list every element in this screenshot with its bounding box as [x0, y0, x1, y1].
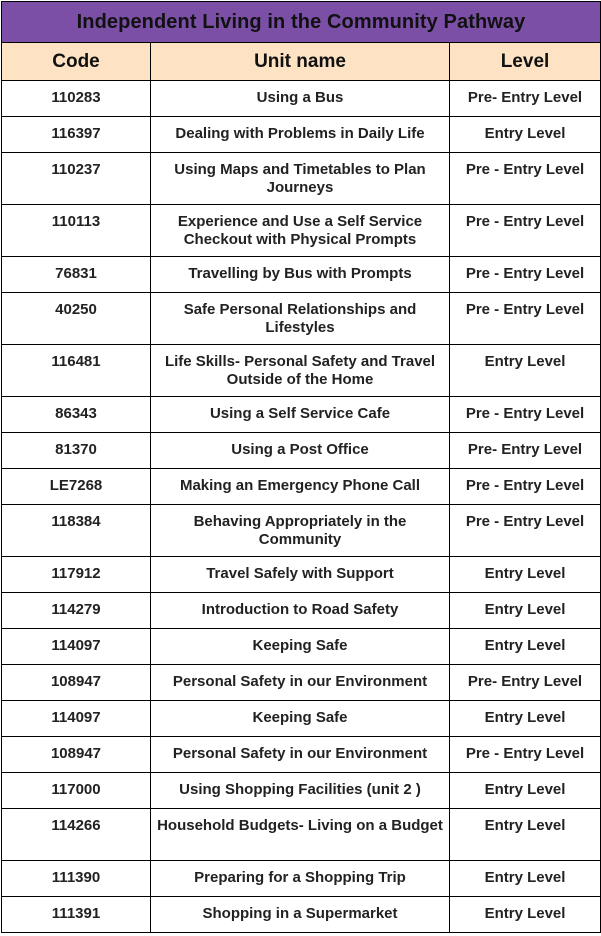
- code-cell: 81370: [2, 433, 151, 469]
- table-row: [2, 293, 601, 345]
- level-cell: Pre- Entry Level: [450, 433, 601, 469]
- pathway-table: [1, 1, 601, 933]
- unit-name-cell: Experience and Use a Self Service Checkout with Physical Prompts: [151, 205, 450, 257]
- level-cell: Pre - Entry Level: [450, 153, 601, 205]
- table-row: [2, 81, 601, 117]
- table-row: [2, 809, 601, 861]
- table-row: [2, 433, 601, 469]
- level-cell: Entry Level: [450, 897, 601, 933]
- unit-name-cell: Personal Safety in our Environment: [151, 665, 450, 701]
- level-cell: Pre - Entry Level: [450, 505, 601, 557]
- unit-name-cell: Using Maps and Timetables to Plan Journeys: [151, 153, 450, 205]
- table-row: [2, 737, 601, 773]
- level-cell: Entry Level: [450, 701, 601, 737]
- unit-name-cell: Introduction to Road Safety: [151, 593, 450, 629]
- code-cell: 114279: [2, 593, 151, 629]
- table-row: [2, 593, 601, 629]
- code-cell: 116397: [2, 117, 151, 153]
- unit-name-cell: Using a Post Office: [151, 433, 450, 469]
- code-cell: 118384: [2, 505, 151, 557]
- table-row: [2, 897, 601, 933]
- table-row: [2, 153, 601, 205]
- level-cell: Entry Level: [450, 861, 601, 897]
- code-cell: 108947: [2, 665, 151, 701]
- level-cell: Pre- Entry Level: [450, 81, 601, 117]
- table-row: [2, 257, 601, 293]
- code-cell: 110237: [2, 153, 151, 205]
- level-cell: Entry Level: [450, 629, 601, 665]
- code-cell: 40250: [2, 293, 151, 345]
- level-cell: Entry Level: [450, 345, 601, 397]
- table-row: [2, 701, 601, 737]
- level-cell: Pre - Entry Level: [450, 469, 601, 505]
- code-cell: 117912: [2, 557, 151, 593]
- unit-name-cell: Travel Safely with Support: [151, 557, 450, 593]
- unit-name-cell: Making an Emergency Phone Call: [151, 469, 450, 505]
- table-row: [2, 665, 601, 701]
- code-cell: 76831: [2, 257, 151, 293]
- table-title: Independent Living in the Community Pathway: [2, 2, 601, 43]
- level-cell: Entry Level: [450, 117, 601, 153]
- level-cell: Pre - Entry Level: [450, 205, 601, 257]
- code-cell: 114097: [2, 629, 151, 665]
- unit-name-cell: Dealing with Problems in Daily Life: [151, 117, 450, 153]
- unit-name-cell: Life Skills- Personal Safety and Travel Outside of the Home: [151, 345, 450, 397]
- unit-name-cell: Keeping Safe: [151, 701, 450, 737]
- code-cell: 114097: [2, 701, 151, 737]
- code-cell: 114266: [2, 809, 151, 861]
- code-cell: 117000: [2, 773, 151, 809]
- table-row: [2, 205, 601, 257]
- unit-name-cell: Preparing for a Shopping Trip: [151, 861, 450, 897]
- level-cell: Entry Level: [450, 593, 601, 629]
- unit-name-cell: Safe Personal Relationships and Lifestyles: [151, 293, 450, 345]
- level-cell: Pre - Entry Level: [450, 737, 601, 773]
- table-row: [2, 345, 601, 397]
- table-row: [2, 505, 601, 557]
- code-cell: 116481: [2, 345, 151, 397]
- unit-name-cell: Personal Safety in our Environment: [151, 737, 450, 773]
- unit-name-cell: Travelling by Bus with Prompts: [151, 257, 450, 293]
- unit-name-cell: Shopping in a Supermarket: [151, 897, 450, 933]
- table-row: [2, 117, 601, 153]
- table-row: [2, 629, 601, 665]
- title-row: [2, 2, 601, 43]
- code-cell: 110283: [2, 81, 151, 117]
- level-cell: Entry Level: [450, 809, 601, 861]
- level-cell: Pre - Entry Level: [450, 257, 601, 293]
- code-cell: 108947: [2, 737, 151, 773]
- column-header-level: Level: [450, 43, 601, 81]
- unit-name-cell: Keeping Safe: [151, 629, 450, 665]
- column-header-unit-name: Unit name: [151, 43, 450, 81]
- table-row: [2, 397, 601, 433]
- code-cell: 111390: [2, 861, 151, 897]
- unit-name-cell: Using a Bus: [151, 81, 450, 117]
- unit-name-cell: Household Budgets- Living on a Budget: [151, 809, 450, 861]
- table-row: [2, 773, 601, 809]
- pathway-table-container: [1, 1, 600, 933]
- unit-name-cell: Using Shopping Facilities (unit 2 ): [151, 773, 450, 809]
- header-row: [2, 43, 601, 81]
- code-cell: 110113: [2, 205, 151, 257]
- level-cell: Pre - Entry Level: [450, 397, 601, 433]
- code-cell: 86343: [2, 397, 151, 433]
- code-cell: LE7268: [2, 469, 151, 505]
- level-cell: Entry Level: [450, 773, 601, 809]
- unit-name-cell: Using a Self Service Cafe: [151, 397, 450, 433]
- level-cell: Entry Level: [450, 557, 601, 593]
- level-cell: Pre- Entry Level: [450, 665, 601, 701]
- column-header-code: Code: [2, 43, 151, 81]
- level-cell: Pre - Entry Level: [450, 293, 601, 345]
- table-row: [2, 469, 601, 505]
- code-cell: 111391: [2, 897, 151, 933]
- table-row: [2, 861, 601, 897]
- table-row: [2, 557, 601, 593]
- unit-name-cell: Behaving Appropriately in the Community: [151, 505, 450, 557]
